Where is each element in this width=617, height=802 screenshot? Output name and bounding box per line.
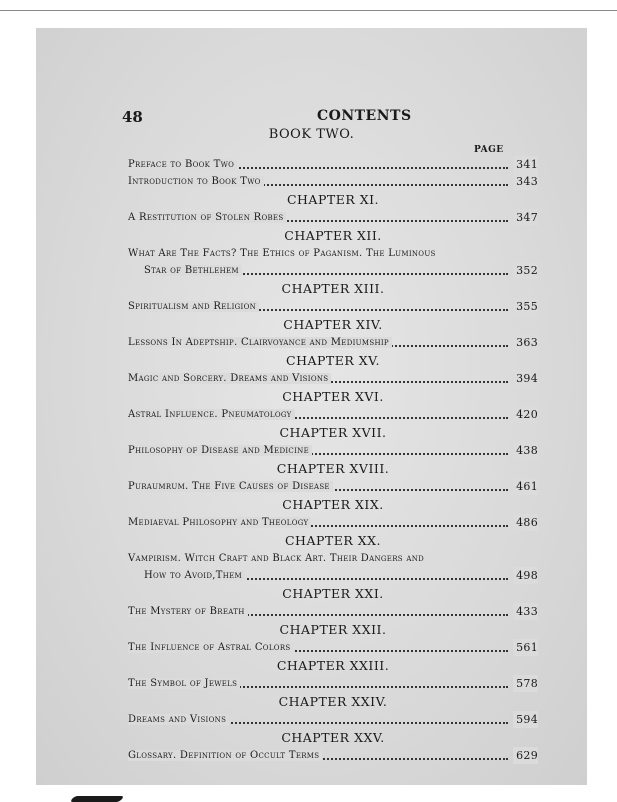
entry-title: Star of Bethlehem [144,265,242,276]
toc-entry [128,603,538,620]
top-border [0,0,617,11]
toc-entry [128,567,538,584]
chapter-heading: CHAPTER XX. [284,533,382,548]
running-header [122,108,542,128]
entry-title: Introduction to Book Two [128,176,264,187]
entry-page: 343 [513,173,538,190]
chapter-heading: CHAPTER XV. [286,353,380,368]
entry-page: 578 [513,675,538,692]
chapter-heading: CHAPTER XIV. [283,317,383,332]
entry-title: Mediaeval Philosophy and Theology [128,517,311,528]
toc-entry [128,406,538,423]
entry-page: 438 [513,442,538,459]
table-of-contents [128,156,538,764]
toc-entry [128,478,538,495]
toc-entry [128,514,538,531]
entry-page: 363 [513,334,538,351]
scanned-page [36,28,587,785]
chapter-heading: CHAPTER XVII. [279,425,387,440]
toc-entry [128,156,538,173]
toc-entry [128,747,538,764]
entry-title: Lessons In Adeptship. Clairvoyance and Mediumship [128,337,392,348]
entry-page: 461 [513,478,538,495]
entry-title: Magic and Sorcery. Dreams and Visions [128,373,331,384]
toc-entry [128,639,538,656]
page-content [36,28,587,785]
toc-entry [128,209,538,226]
chapter-heading: CHAPTER XVIII. [276,461,390,476]
chapter-heading: CHAPTER XVI. [282,389,384,404]
entry-page: 433 [513,603,538,620]
entry-title-line1: What Are The Facts? The Ethics of Paganism. The Luminous [128,248,436,259]
toc-entry [128,334,538,351]
entry-title: The Mystery of Breath [128,606,248,617]
entry-page: 352 [513,262,538,279]
entry-page: 629 [513,747,538,764]
toc-entry [128,711,538,728]
entry-title: Preface to Book Two [128,159,237,170]
chapter-heading: CHAPTER XI. [286,192,380,207]
toc-entry [128,442,538,459]
entry-page: 498 [513,567,538,584]
entry-title: Philosophy of Disease and Medicine [128,445,312,456]
entry-page: 355 [513,298,538,315]
chapter-heading: CHAPTER XII. [284,228,382,243]
page-number: 48 [122,108,143,126]
chapter-heading: CHAPTER XXI. [282,586,384,601]
entry-title: Spiritualism and Religion [128,301,259,312]
entry-title: The Influence of Astral Colors [128,642,294,653]
entry-page: 561 [513,639,538,656]
chapter-heading: CHAPTER XXII. [279,622,387,637]
chapter-heading: CHAPTER XXIII. [276,658,390,673]
entry-page: 594 [513,711,538,728]
entry-title: Astral Influence. Pneumatology [128,409,295,420]
entry-title: Dreams and Visions [128,714,229,725]
entry-page: 341 [513,156,538,173]
entry-title-line1: Vampirism. Witch Craft and Black Art. Their Dangers and [128,553,425,564]
entry-title: How to Avoid,Them [144,570,245,581]
entry-page: 486 [513,514,538,531]
chapter-heading: CHAPTER XIX. [282,497,384,512]
toc-entry [128,262,538,279]
scan-artifact [69,796,124,802]
toc-entry [128,298,538,315]
entry-title: The Symbol of Jewels [128,678,240,689]
toc-entry [128,675,538,692]
entry-page: 347 [513,209,538,226]
entry-title: Glossary. Definition of Occult Terms [128,750,322,761]
chapter-heading: CHAPTER XXIV. [278,694,388,709]
entry-page: 394 [513,370,538,387]
entry-title: A Restitution of Stolen Robes [128,212,286,223]
page-column-label: PAGE [474,145,504,155]
toc-entry [128,173,538,190]
chapter-heading: CHAPTER XIII. [281,281,385,296]
book-heading: BOOK TWO. [268,127,355,142]
entry-page: 420 [513,406,538,423]
page-title: CONTENTS [317,108,412,124]
chapter-heading: CHAPTER XXV. [281,730,385,745]
entry-title: Puraumrum. The Five Causes of Disease [128,481,333,492]
toc-entry [128,370,538,387]
